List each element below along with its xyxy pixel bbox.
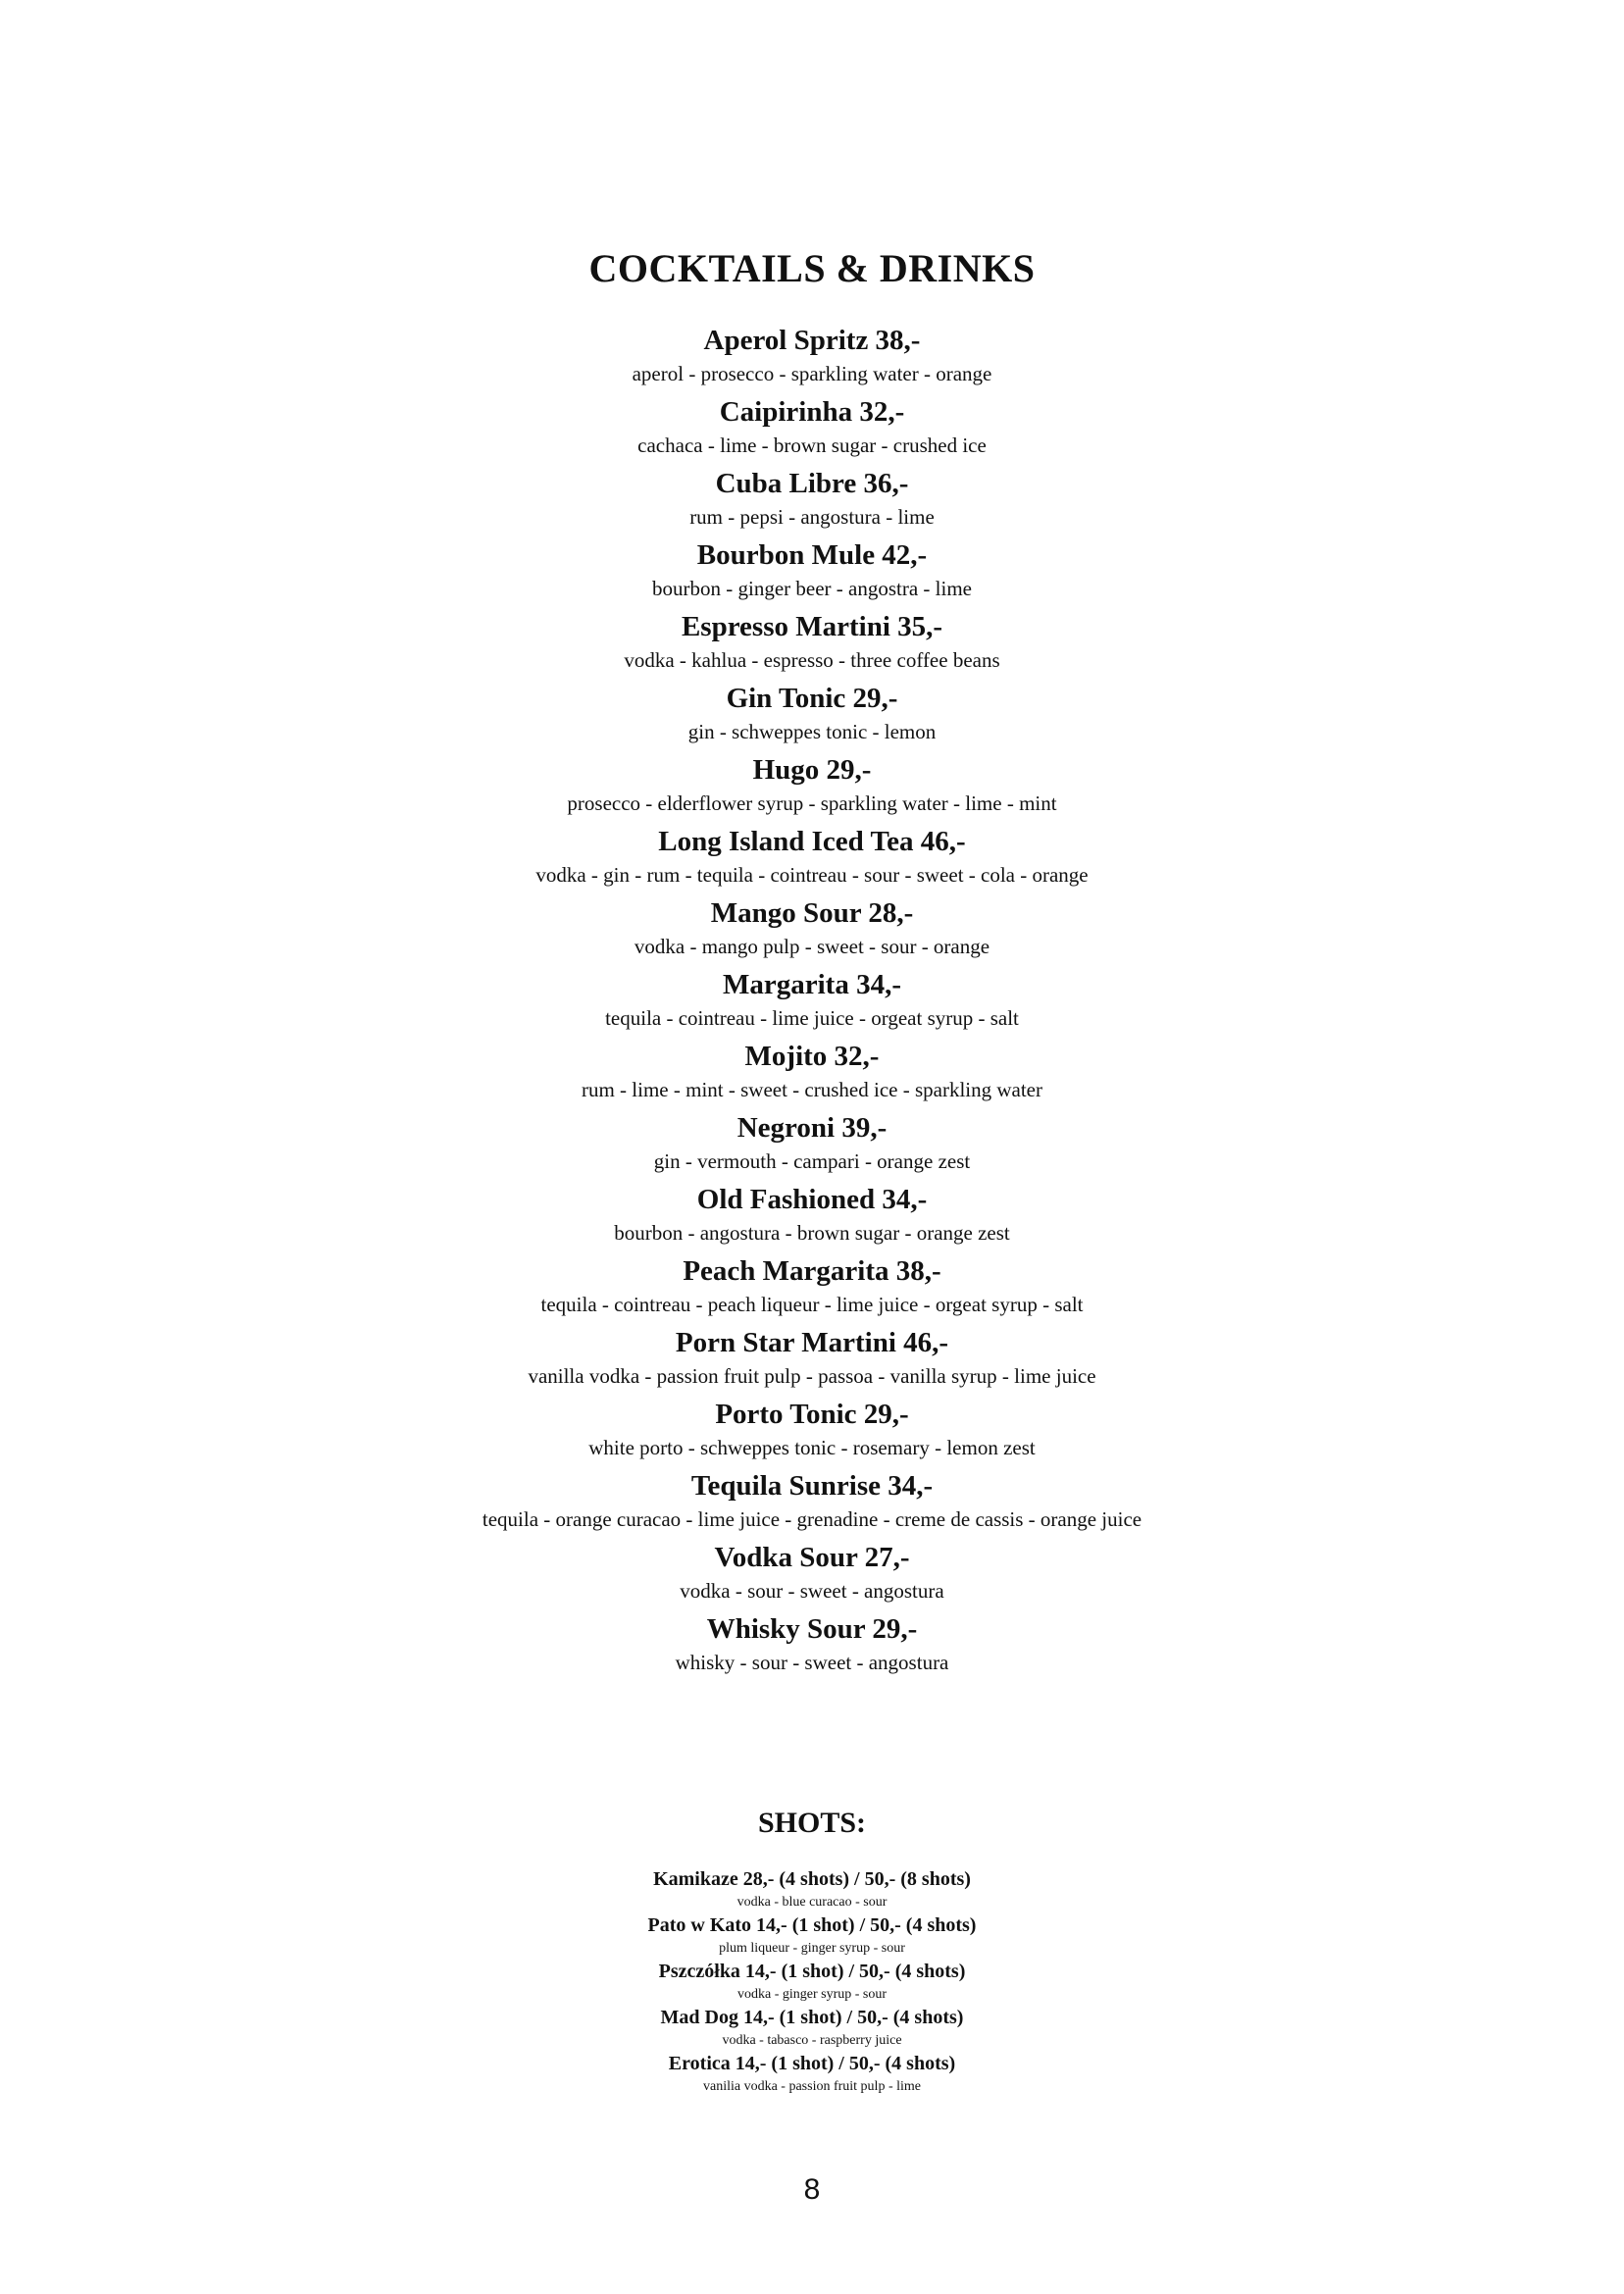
shot-item [0,2050,1624,2096]
cocktail-ingredients: vanilla vodka - passion fruit pulp - passoa - vanilla syrup - lime juice [528,1364,1096,1388]
cocktail-name: Peach Margarita 38,- [683,1255,941,1287]
cocktail-ingredients: vodka - sour - sweet - angostura [680,1579,944,1603]
cocktail-ingredients: whisky - sour - sweet - angostura [675,1651,949,1674]
cocktail-ingredients: tequila - orange curacao - lime juice - grenadine - creme de cassis - orange juice [482,1507,1142,1531]
cocktail-item [0,1467,1624,1534]
cocktail-name: Bourbon Mule 42,- [696,539,928,571]
cocktail-name: Mojito 32,- [744,1041,880,1072]
shots-heading: SHOTS: [757,1807,867,1839]
cocktail-ingredients: tequila - cointreau - peach liqueur - lime juice - orgeat syrup - salt [540,1293,1084,1316]
shot-ingredients: vodka - blue curacao - sour [736,1895,888,1910]
shot-ingredients: vanilia vodka - passion fruit pulp - lime [702,2079,921,2094]
shot-ingredients: plum liqueur - ginger syrup - sour [719,1941,905,1956]
cocktail-item [0,1396,1624,1462]
cocktail-ingredients: tequila - cointreau - lime juice - orgeat syrup - salt [605,1006,1019,1030]
cocktail-name: Long Island Iced Tea 46,- [658,826,966,857]
cocktail-name: Porto Tonic 29,- [715,1399,909,1430]
cocktail-name: Margarita 34,- [723,969,901,1000]
shot-name: Kamikaze 28,- (4 shots) / 50,- (8 shots) [653,1868,971,1890]
cocktail-item [0,1252,1624,1319]
cocktail-item [0,536,1624,603]
cocktail-ingredients: rum - pepsi - angostura - lime [689,505,935,529]
shot-name: Mad Dog 14,- (1 shot) / 50,- (4 shots) [660,2007,964,2028]
cocktail-ingredients: bourbon - angostura - brown sugar - orange zest [614,1221,1010,1245]
cocktail-name: Vodka Sour 27,- [714,1542,910,1573]
cocktail-item [0,680,1624,746]
cocktail-ingredients: vodka - mango pulp - sweet - sour - orange [634,935,990,958]
cocktail-ingredients: white porto - schweppes tonic - rosemary - lemon zest [588,1436,1036,1459]
cocktail-ingredients: cachaca - lime - brown sugar - crushed ice [637,433,987,457]
cocktail-ingredients: rum - lime - mint - sweet - crushed ice - sparkling water [581,1078,1042,1101]
cocktail-name: Mango Sour 28,- [710,897,914,929]
page-title: COCKTAILS & DRINKS [588,246,1036,290]
cocktail-item [0,465,1624,532]
cocktail-item [0,1038,1624,1104]
cocktail-name: Old Fashioned 34,- [696,1184,928,1215]
cocktail-ingredients: gin - vermouth - campari - orange zest [653,1149,971,1173]
cocktail-name: Espresso Martini 35,- [681,611,943,642]
shot-item [0,1958,1624,2004]
shot-item [0,1865,1624,1912]
cocktail-item [0,751,1624,818]
cocktail-ingredients: gin - schweppes tonic - lemon [687,720,937,743]
cocktail-item [0,823,1624,890]
cocktail-item [0,1610,1624,1677]
cocktail-item [0,966,1624,1033]
shot-ingredients: vodka - ginger syrup - sour [736,1987,888,2002]
cocktail-name: Negroni 39,- [736,1112,888,1144]
shot-item [0,1912,1624,1958]
shot-name: Erotica 14,- (1 shot) / 50,- (4 shots) [668,2053,956,2074]
cocktail-ingredients: bourbon - ginger beer - angostra - lime [652,577,972,600]
cocktail-name: Porn Star Martini 46,- [675,1327,949,1358]
cocktail-item [0,1109,1624,1176]
cocktail-name: Tequila Sunrise 34,- [690,1470,934,1502]
cocktail-name: Caipirinha 32,- [719,396,905,428]
cocktail-item [0,322,1624,388]
cocktail-item [0,1181,1624,1248]
cocktail-item [0,1324,1624,1391]
cocktail-list [0,322,1624,1682]
cocktail-name: Cuba Libre 36,- [715,468,909,499]
cocktail-ingredients: vodka - kahlua - espresso - three coffee beans [624,648,1000,672]
shots-list [0,1865,1624,2096]
cocktail-name: Whisky Sour 29,- [706,1613,918,1645]
cocktail-ingredients: prosecco - elderflower syrup - sparkling water - lime - mint [567,791,1057,815]
shot-name: Pszczółka 14,- (1 shot) / 50,- (4 shots) [658,1961,966,1982]
cocktail-name: Aperol Spritz 38,- [703,325,921,356]
cocktail-ingredients: vodka - gin - rum - tequila - cointreau - sour - sweet - cola - orange [535,863,1089,887]
cocktail-item [0,608,1624,675]
cocktail-item [0,894,1624,961]
shot-name: Pato w Kato 14,- (1 shot) / 50,- (4 shots) [647,1914,977,1936]
cocktail-item [0,1539,1624,1606]
cocktail-item [0,393,1624,460]
shot-ingredients: vodka - tabasco - raspberry juice [722,2033,902,2048]
cocktail-name: Hugo 29,- [752,754,872,786]
cocktail-ingredients: aperol - prosecco - sparkling water - orange [632,362,992,385]
shot-item [0,2004,1624,2050]
page-number: 8 [803,2173,821,2206]
cocktail-name: Gin Tonic 29,- [726,683,898,714]
